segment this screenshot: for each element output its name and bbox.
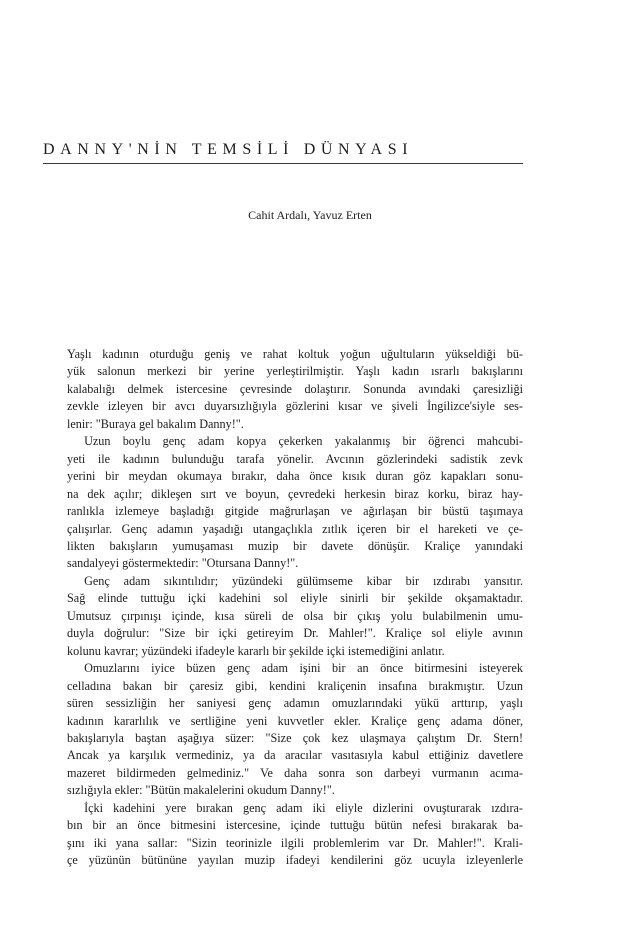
text-line: celladına bakan bir çaresiz gibi, kendini kraliçenin insafına bırakmıştır. Uzun: [67, 678, 523, 693]
text-line: zevkle izleyen bir avcı duyarsızlığıyla gözlerini kısar ve şiveli İngilizce'siyle ses-: [67, 399, 523, 414]
text-line: lenir: "Buraya gel bakalım Danny!".: [67, 416, 244, 431]
paragraph-2: [67, 433, 523, 573]
text-line: duyla doğrulur: "Size bir içki getireyim Dr. Mahler!". Kraliçe sol eliyle avının: [67, 626, 523, 641]
text-line: kalabalığı delmek istercesine çevresinde dolaştırır. Sonunda avındaki çaresizliği: [67, 381, 523, 396]
text-line: Omuzlarını iyice büzen genç adam işini bir an önce bitirmesini isteyerek: [84, 661, 523, 676]
text-line: Yaşlı kadının oturduğu geniş ve rahat koltuk yoğun uğultuların yükseldiği bü-: [67, 347, 523, 361]
text-line: sızlığıyla ekler: "Bütün makalelerini okudum Danny!".: [67, 783, 335, 798]
text-line: şını iki yana sallar: "Sizin teorinizle ilgili problemlerim var Dr. Mahler!". Krali-: [67, 835, 523, 850]
text-line: İçki kadehini yere bırakan genç adam iki eliyle dizlerini ovuşturarak ızdıra-: [84, 800, 523, 815]
paragraph-3: [67, 573, 523, 660]
text-line: Sağ elinde tuttuğu içki kadehini sol eliyle sinirli bir şekilde okşamaktadır.: [67, 591, 523, 606]
article-body: [67, 346, 523, 870]
text-line: yük salonun merkezi bir yerine yerleştirilmiştir. Yaşlı kadın ısrarlı bakışlarını: [67, 364, 523, 379]
text-line: bakışlarıyla baştan aşağıya süzer: "Size çok kez ulaşmaya çalıştım Dr. Stern!: [67, 730, 523, 745]
text-line: kadının kararlılık ve sertliğine yeni kuvvetler ekler. Kraliçe genç adama döner,: [67, 713, 523, 728]
text-line: na dek açılır; dikleşen sırt ve boyun, çevredeki herkesin biraz korku, biraz hay-: [67, 486, 523, 501]
text-line: Ancak ya karşılık vermediniz, ya da aracılar vasıtasıyla kabul ettiğiniz davetlere: [67, 748, 523, 763]
text-line: mazeret bildirmeden gelmediniz." Ve daha sonra son darbeyi vurmanın acıma-: [67, 765, 523, 780]
text-line: Umutsuz çırpınışı içinde, kısa süreli de olsa bir çıkış yolu bulabilmenin umu-: [67, 608, 523, 623]
text-line: yeti ile kadının bulunduğu tarafa yönelir. Avcının gözlerindeki sadistik zevk: [67, 451, 523, 466]
text-line: kolunu kavrar; yüzündeki ifadeyle kararlı bir şekilde içki istemediğini anlatır.: [67, 643, 445, 658]
text-line: yerini bir meydan okumaya bırakır, daha önce kısık duran göz kapakları sonu-: [67, 469, 523, 484]
text-line: Genç adam sıkıntılıdır; yüzündeki gülümseme kibar bir ızdırabı yansıtır.: [84, 573, 523, 588]
paragraph-5: [67, 800, 523, 870]
text-line: Uzun boylu genç adam kopya çekerken yakalanmış bir öğrenci mahcubi-: [84, 434, 523, 449]
text-line: çe yüzünün bütününe yayılan muzip ifadeyi kendilerini göz ucuyla izleyenlerle: [67, 853, 523, 868]
paragraph-1: [67, 346, 523, 433]
title-rule: [43, 163, 523, 164]
text-line: süren sessizliğin her saniyesi genç adamın omuzlarındaki yükü arttırıp, yaşlı: [67, 696, 523, 711]
text-line: ranlıkla izlemeye başladığı gitgide mağrurlaşan ve ağırlaşan bir büstü taşımaya: [67, 504, 523, 519]
article-title: DANNY'NİN TEMSİLİ DÜNYASI: [43, 141, 414, 158]
article-authors: Cahit Ardalı, Yavuz Erten: [248, 208, 372, 222]
text-line: çalışırlar. Genç adamın yaşadığı utangaçlıkla zıtlık içeren bir el hareketi ve çe-: [67, 521, 523, 536]
paragraph-4: [67, 660, 523, 800]
text-line: bın bir an önce bitmesini istercesine, içinde tuttuğu bütün nefesi bırakarak ba-: [67, 818, 523, 833]
text-line: likten bakışların yumuşaması muzip bir davete dönüşür. Kraliçe yanındaki: [67, 538, 523, 553]
text-line: sandalyeyi göstermektedir: "Otursana Danny!".: [67, 556, 299, 571]
